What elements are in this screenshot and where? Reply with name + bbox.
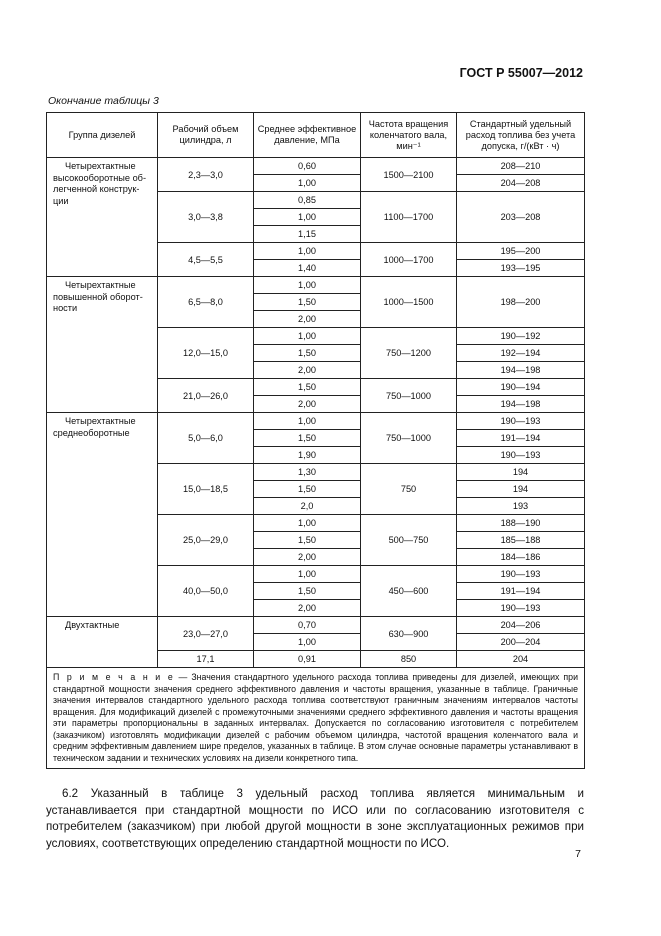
group-line: легченной конструк-: [53, 184, 140, 194]
consumption-cell: 190—193: [457, 413, 585, 430]
group-line: Четырехтактные: [65, 161, 136, 171]
note-label: П р и м е ч а н и е: [53, 672, 175, 682]
consumption-cell: 190—192: [457, 328, 585, 345]
volume-cell: 6,5—8,0: [158, 277, 254, 328]
consumption-cell: 185—188: [457, 532, 585, 549]
group-cell: [47, 617, 158, 668]
speed-cell: 1500—2100: [361, 158, 457, 192]
volume-cell: 40,0—50,0: [158, 566, 254, 617]
speed-cell: 1000—1500: [361, 277, 457, 328]
header-pressure: Среднее эффективное давление, МПа: [254, 113, 361, 158]
consumption-cell: 195—200: [457, 243, 585, 260]
consumption-cell: 193: [457, 498, 585, 515]
pressure-cell: 1,00: [254, 243, 361, 260]
volume-cell: 2,3—3,0: [158, 158, 254, 192]
paragraph-text: 6.2 Указанный в таблице 3 удельный расход топлива является минимальным и устанавливается при стандартной мощности по ИСО или по согласованию изготовителя с потребителем (заказчиком) при любой другой мощности в зоне эксплуатационных режимов при условиях, соответствующих определению стандартной мощности по ИСО.: [46, 787, 584, 850]
diesel-consumption-table: [46, 112, 585, 769]
table-header-row: [47, 113, 585, 158]
group-line: ции: [53, 195, 69, 206]
consumption-cell: 204: [457, 651, 585, 668]
pressure-cell: 0,91: [254, 651, 361, 668]
pressure-cell: 1,50: [254, 583, 361, 600]
table-row: [47, 158, 585, 175]
pressure-cell: 1,40: [254, 260, 361, 277]
group-line: Двухтактные: [65, 620, 120, 630]
table-note: [47, 668, 585, 769]
consumption-cell: 204—208: [457, 175, 585, 192]
note-row: [47, 668, 585, 769]
table-row: [47, 617, 585, 634]
consumption-cell: 190—193: [457, 447, 585, 464]
speed-cell: 750—1200: [361, 328, 457, 379]
table-row: [47, 413, 585, 430]
pressure-cell: 1,50: [254, 345, 361, 362]
speed-cell: 850: [361, 651, 457, 668]
volume-cell: 5,0—6,0: [158, 413, 254, 464]
pressure-cell: 2,00: [254, 396, 361, 413]
pressure-cell: 1,00: [254, 328, 361, 345]
pressure-cell: 2,00: [254, 362, 361, 379]
volume-cell: 25,0—29,0: [158, 515, 254, 566]
pressure-cell: 1,00: [254, 277, 361, 294]
pressure-cell: 1,50: [254, 294, 361, 311]
consumption-cell: 190—193: [457, 566, 585, 583]
paragraph-6-2: [46, 786, 584, 852]
volume-cell: 3,0—3,8: [158, 192, 254, 243]
volume-cell: 17,1: [158, 651, 254, 668]
speed-cell: 750—1000: [361, 379, 457, 413]
speed-cell: 750—1000: [361, 413, 457, 464]
consumption-cell: 194: [457, 481, 585, 498]
consumption-cell: 194: [457, 464, 585, 481]
speed-cell: 500—750: [361, 515, 457, 566]
pressure-cell: 1,50: [254, 379, 361, 396]
pressure-cell: 1,00: [254, 515, 361, 532]
volume-cell: 21,0—26,0: [158, 379, 254, 413]
consumption-cell: 200—204: [457, 634, 585, 651]
group-line: высокооборотные об-: [53, 172, 147, 183]
pressure-cell: 1,00: [254, 175, 361, 192]
group-cell: [47, 158, 158, 277]
pressure-cell: 1,00: [254, 209, 361, 226]
speed-cell: 1000—1700: [361, 243, 457, 277]
speed-cell: 750: [361, 464, 457, 515]
consumption-cell: 198—200: [457, 277, 585, 328]
pressure-cell: 0,85: [254, 192, 361, 209]
consumption-cell: 193—195: [457, 260, 585, 277]
pressure-cell: 2,00: [254, 311, 361, 328]
header-group: Группа дизелей: [47, 113, 158, 158]
volume-cell: 12,0—15,0: [158, 328, 254, 379]
consumption-cell: 190—194: [457, 379, 585, 396]
consumption-cell: 188—190: [457, 515, 585, 532]
consumption-cell: 194—198: [457, 396, 585, 413]
pressure-cell: 2,0: [254, 498, 361, 515]
pressure-cell: 1,30: [254, 464, 361, 481]
consumption-cell: 191—194: [457, 583, 585, 600]
speed-cell: 450—600: [361, 566, 457, 617]
pressure-cell: 1,50: [254, 481, 361, 498]
group-line: ности: [53, 303, 78, 313]
table-caption: Окончание таблицы 3: [48, 95, 159, 107]
volume-cell: 15,0—18,5: [158, 464, 254, 515]
group-line: повышенной оборот-: [53, 291, 143, 302]
volume-cell: 23,0—27,0: [158, 617, 254, 651]
consumption-cell: 192—194: [457, 345, 585, 362]
pressure-cell: 2,00: [254, 549, 361, 566]
group-line: Четырехтактные: [65, 280, 136, 290]
speed-cell: 630—900: [361, 617, 457, 651]
consumption-cell: 204—206: [457, 617, 585, 634]
page-number: 7: [575, 848, 581, 860]
volume-cell: 4,5—5,5: [158, 243, 254, 277]
pressure-cell: 0,70: [254, 617, 361, 634]
consumption-cell: 184—186: [457, 549, 585, 566]
header-speed: Частота вращения коленчатого вала, мин⁻¹: [361, 113, 457, 158]
consumption-cell: 191—194: [457, 430, 585, 447]
header-volume: Рабочий объем цилиндра, л: [158, 113, 254, 158]
consumption-cell: 190—193: [457, 600, 585, 617]
pressure-cell: 2,00: [254, 600, 361, 617]
note-text: — Значения стандартного удельного расхода топлива приведены для дизелей, имеющих при стандартной мощности значения среднего эффективного давления и частоты вращения, указанные в таблице. Граничные значения интервалов стандартного удельного расхода топлива соответствуют граничным значениям интервалов частоты вращения. Для модификаций дизелей с промежуточными значениями среднего эффективного давления и частоты вращения эти параметры пропорциональны в заданных интервалах. Допускается по согласованию изготовителя с потребителем (заказчиком) изготовлять модификации дизелей с рабочим объемом цилиндра, частотой вращения коленчатого вала и средним эффективным давлением шире пределов, указанных в таблице. В этом случае основные параметры устанавливают в техническом задании и технических условиях на дизели конкретного типа.: [53, 672, 578, 763]
consumption-cell: 194—198: [457, 362, 585, 379]
group-cell: [47, 277, 158, 413]
pressure-cell: 1,00: [254, 566, 361, 583]
pressure-cell: 1,00: [254, 634, 361, 651]
header-consumption: Стандартный удельный расход топлива без учета допуска, г/(кВт · ч): [457, 113, 585, 158]
document-code: ГОСТ Р 55007—2012: [459, 66, 583, 80]
pressure-cell: 0,60: [254, 158, 361, 175]
consumption-cell: 208—210: [457, 158, 585, 175]
group-line: среднеоборотные: [53, 427, 130, 438]
pressure-cell: 1,50: [254, 430, 361, 447]
group-cell: [47, 413, 158, 617]
pressure-cell: 1,15: [254, 226, 361, 243]
table-row: [47, 277, 585, 294]
speed-cell: 1100—1700: [361, 192, 457, 243]
group-line: Четырехтактные: [65, 416, 136, 426]
pressure-cell: 1,50: [254, 532, 361, 549]
pressure-cell: 1,00: [254, 413, 361, 430]
consumption-cell: 203—208: [457, 192, 585, 243]
pressure-cell: 1,90: [254, 447, 361, 464]
